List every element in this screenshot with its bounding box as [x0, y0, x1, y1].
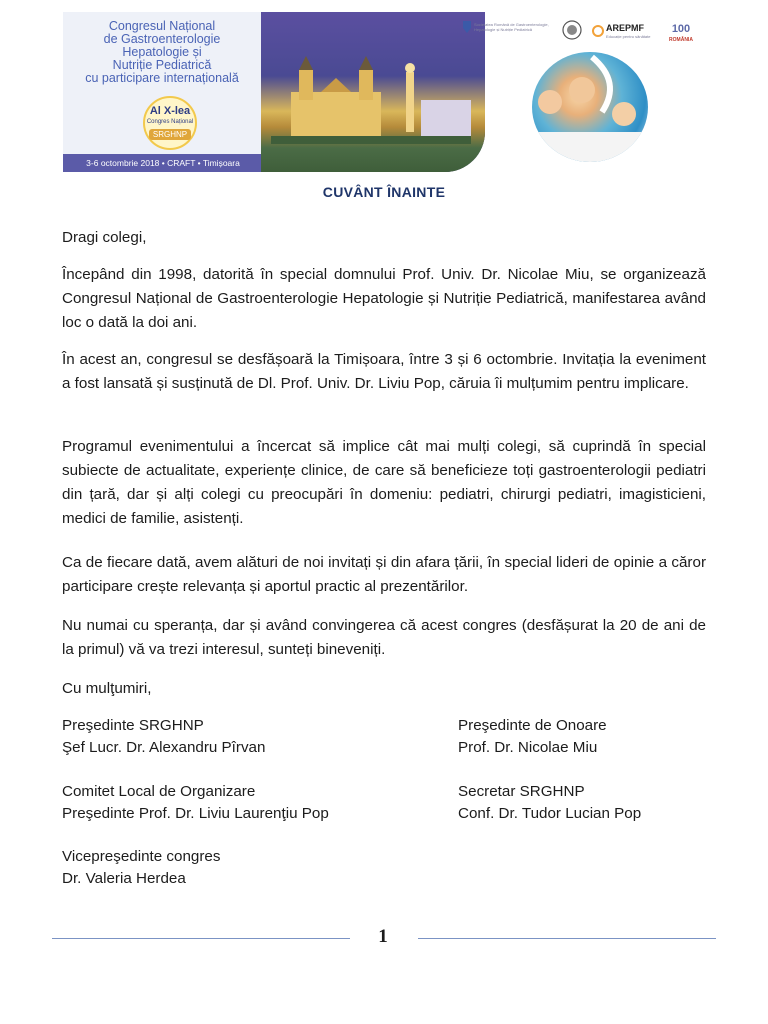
children-illustration — [532, 52, 648, 162]
paragraph: Ca de fiecare dată, avem alături de noi invitați și din afara țării, în special lideri de opinie a căror participare crește relevanța și aportul practic al prezentărilor. — [62, 554, 706, 595]
signature-role: Preşedinte SRGHNP — [62, 717, 204, 734]
badge-society: SRGHNP — [149, 129, 191, 140]
srghnp-emblem-icon — [462, 20, 472, 44]
banner-title-line: de Gastroenterologie — [103, 32, 221, 46]
footer-rule-left — [52, 938, 350, 939]
arepmf-label: AREPMF — [606, 23, 644, 33]
footer-rule-right — [418, 938, 716, 939]
signature-honorary-president — [458, 715, 607, 759]
closing: Cu mulţumiri, — [62, 680, 152, 697]
cathedral-illustration — [271, 52, 471, 144]
arepmf-logo — [592, 20, 656, 44]
signature-role: Secretar SRGHNP — [458, 783, 585, 800]
page-title: CUVÂNT ÎNAINTE — [322, 184, 446, 200]
children-circle-photo — [532, 52, 648, 162]
banner-title-line: Nutriție Pediatrică — [112, 58, 212, 72]
arepmf-tagline: Educație pentru sănătate — [606, 34, 651, 39]
signature-role: Comitet Local de Organizare — [62, 783, 256, 800]
romania-centenar-logo — [664, 20, 698, 44]
banner-title-line: Hepatologie și — [122, 45, 202, 59]
signature-local-committee — [62, 781, 329, 825]
signature-role: Preşedinte de Onoare — [458, 717, 607, 734]
banner-title-line: Congresul Național — [108, 19, 216, 33]
badge-congress: Congres Național — [146, 119, 194, 125]
banner-title-line: cu participare internațională — [85, 71, 239, 85]
university-seal-icon — [562, 20, 582, 44]
paragraph: Programul evenimentului a încercat să implice cât mai mulți colegi, să cuprindă în special subiecte de actualitate, experiențe clinice, de care să beneficieze toți gastroenterologii pediatri din țară, dar și alți colegi cu preocupări în domeniu: pediatri, chirurgi pediatri, imagisticieni, medici de familie, asistenți. — [62, 438, 706, 527]
edition-badge — [143, 96, 197, 150]
signature-name: Preşedinte Prof. Dr. Liviu Laurenţiu Pop — [62, 805, 329, 822]
signature-vice-president — [62, 846, 220, 890]
signature-role: Vicepreşedinte congres — [62, 848, 221, 865]
paragraph: În acest an, congresul se desfășoară la Timișoara, între 3 și 6 octombrie. Invitația la eveniment a fost lansată și susținută de Dl. Prof. Univ. Dr. Liviu Pop, căruia îi mulțumim pentru implicare. — [62, 351, 706, 392]
banner-date: 3-6 octombrie 2018 • CRAFT • Timișoara — [63, 154, 263, 172]
srghnp-logo-text: Societatea Română de Gastroenterologie, Hepatologie și Nutriție Pediatrică — [474, 22, 549, 32]
timisoara-cathedral-image — [261, 12, 485, 172]
paragraph: Nu numai cu speranța, dar și având convingerea că acest congres (desfășurat la 20 de ani de la primul) vă va trezi interesul, sunteți bineveniți. — [62, 617, 706, 658]
page-number: 1 — [378, 926, 388, 947]
centenar-number: 100 — [671, 23, 691, 35]
badge-edition: Al X-lea — [149, 105, 191, 117]
signature-president — [62, 715, 265, 759]
banner-title — [67, 20, 257, 85]
signature-name: Şef Lucr. Dr. Alexandru Pîrvan — [62, 739, 266, 756]
congress-banner — [63, 12, 485, 172]
signature-name: Dr. Valeria Herdea — [62, 870, 186, 887]
greeting: Dragi colegi, — [62, 229, 147, 246]
centenar-label: ROMÂNIA — [669, 37, 693, 43]
signature-name: Prof. Dr. Nicolae Miu — [458, 739, 598, 756]
signature-secretary — [458, 781, 641, 825]
partner-logos — [462, 20, 702, 46]
paragraph: Începând din 1998, datorită în special domnului Prof. Univ. Dr. Nicolae Miu, se organizează Congresul Național de Gastroenterologie Hepatologie și Nutriție Pediatrică, manifestarea având loc o dată la doi ani. — [62, 266, 706, 331]
signature-name: Conf. Dr. Tudor Lucian Pop — [458, 805, 642, 822]
